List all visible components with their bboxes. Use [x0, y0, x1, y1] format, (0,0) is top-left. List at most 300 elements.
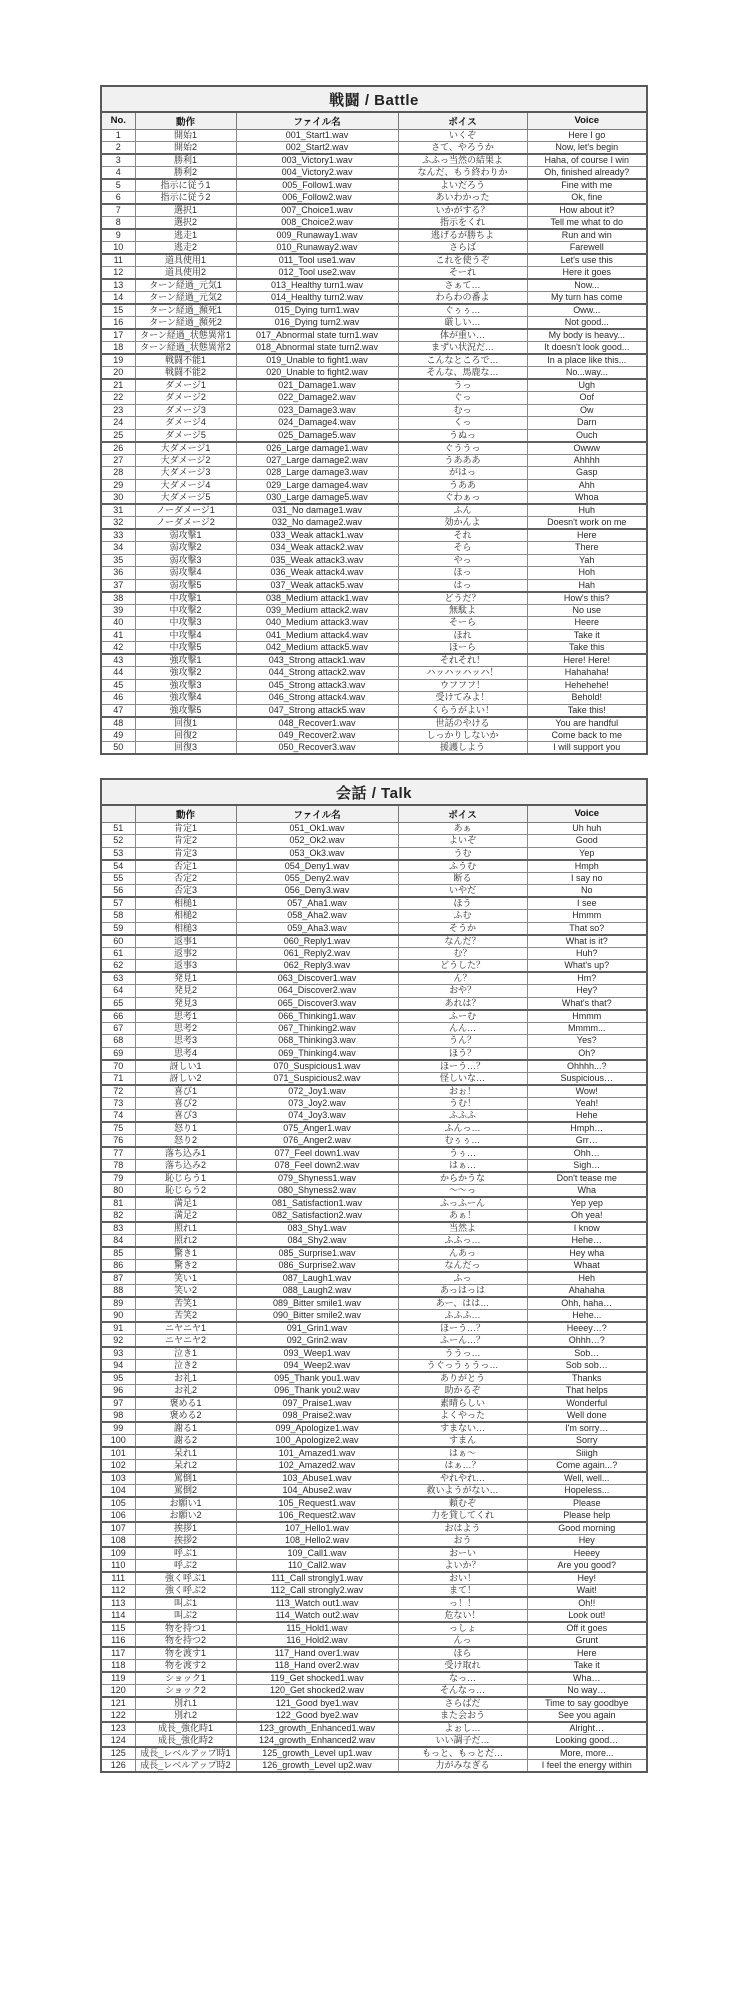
voice-ja-cell: さらば	[398, 242, 527, 255]
filename-cell: 016_Dying turn2.wav	[236, 317, 398, 330]
action-cell: 叫ぶ1	[135, 1597, 236, 1610]
action-cell: 呼ぶ1	[135, 1547, 236, 1560]
row-number-cell: 110	[101, 1560, 135, 1573]
filename-cell: 049_Recover2.wav	[236, 729, 398, 742]
table-row	[101, 835, 647, 848]
talk-table	[100, 778, 648, 1773]
table-row	[101, 1360, 647, 1373]
action-cell: 否定3	[135, 885, 236, 898]
action-cell: 中攻撃1	[135, 592, 236, 605]
table-row	[101, 1297, 647, 1310]
voice-ja-cell: うん？	[398, 1035, 527, 1048]
row-number-cell: 114	[101, 1610, 135, 1623]
table-row	[101, 667, 647, 680]
row-number-cell: 30	[101, 492, 135, 505]
filename-cell: 013_Healthy turn1.wav	[236, 279, 398, 292]
action-cell: 返事2	[135, 947, 236, 960]
action-cell: 物を持つ1	[135, 1622, 236, 1635]
action-cell: 中攻撃3	[135, 617, 236, 630]
filename-cell: 074_Joy3.wav	[236, 1110, 398, 1123]
voice-en-cell: Gasp	[527, 467, 647, 480]
table-row	[101, 554, 647, 567]
action-cell: 開始2	[135, 142, 236, 155]
filename-cell: 054_Deny1.wav	[236, 860, 398, 873]
filename-cell: 093_Weep1.wav	[236, 1347, 398, 1360]
voice-ja-cell: あぁ	[398, 822, 527, 835]
filename-cell: 119_Get shocked1.wav	[236, 1672, 398, 1685]
filename-cell: 062_Reply3.wav	[236, 960, 398, 973]
voice-en-cell: Not good...	[527, 317, 647, 330]
action-cell: ショック1	[135, 1672, 236, 1685]
action-cell: 勝利2	[135, 167, 236, 180]
table-row	[101, 454, 647, 467]
row-number-cell: 103	[101, 1472, 135, 1485]
row-number-cell: 31	[101, 504, 135, 517]
row-number-cell: 6	[101, 192, 135, 205]
row-number-cell: 21	[101, 379, 135, 392]
voice-en-cell: Doesn't work on me	[527, 517, 647, 530]
action-cell: 肯定2	[135, 835, 236, 848]
table-row	[101, 972, 647, 985]
action-cell: ショック2	[135, 1685, 236, 1698]
row-number-cell: 17	[101, 329, 135, 342]
row-number-cell: 121	[101, 1697, 135, 1710]
voice-en-cell: I feel the energy within	[527, 1760, 647, 1773]
column-header-voice-en: Voice	[527, 805, 647, 822]
voice-en-cell: Please help	[527, 1510, 647, 1523]
action-cell: 相槌3	[135, 922, 236, 935]
action-cell: お願い1	[135, 1497, 236, 1510]
filename-cell: 114_Watch out2.wav	[236, 1610, 398, 1623]
action-cell: 訝しい1	[135, 1060, 236, 1073]
action-cell: 物を渡す2	[135, 1660, 236, 1673]
voice-en-cell: What is it?	[527, 935, 647, 948]
voice-en-cell: I'm sorry…	[527, 1422, 647, 1435]
action-cell: 喜び1	[135, 1085, 236, 1098]
voice-ja-cell: うああ	[398, 479, 527, 492]
table-row	[101, 1347, 647, 1360]
table-row	[101, 1260, 647, 1273]
row-number-cell: 117	[101, 1647, 135, 1660]
table-row	[101, 1710, 647, 1723]
filename-cell: 020_Unable to fight2.wav	[236, 367, 398, 380]
filename-cell: 035_Weak attack3.wav	[236, 554, 398, 567]
battle-table-section	[100, 85, 743, 755]
voice-en-cell: Yeah!	[527, 1097, 647, 1110]
voice-ja-cell: はぁ…？	[398, 1460, 527, 1473]
action-cell: お願い2	[135, 1510, 236, 1523]
row-number-cell: 50	[101, 742, 135, 755]
action-cell: 満足2	[135, 1210, 236, 1223]
voice-en-cell: Yep	[527, 847, 647, 860]
row-number-cell: 106	[101, 1510, 135, 1523]
voice-ja-cell: ふむ	[398, 910, 527, 923]
action-cell: 叫ぶ2	[135, 1610, 236, 1623]
table-row	[101, 847, 647, 860]
voice-en-cell: Siiigh	[527, 1447, 647, 1460]
voice-ja-cell: いやだ	[398, 885, 527, 898]
table-row	[101, 1522, 647, 1535]
action-cell: 相槌1	[135, 897, 236, 910]
action-cell: 思考1	[135, 1010, 236, 1023]
battle-table-title: 戦闘 / Battle	[101, 86, 647, 112]
voice-ja-cell: よくやった	[398, 1410, 527, 1423]
voice-ja-cell: 断る	[398, 872, 527, 885]
table-row	[101, 1460, 647, 1473]
row-number-cell: 52	[101, 835, 135, 848]
voice-ja-cell: あー、はは…	[398, 1297, 527, 1310]
voice-en-cell: Hmmm	[527, 1010, 647, 1023]
filename-cell: 104_Abuse2.wav	[236, 1485, 398, 1498]
action-cell: 物を持つ2	[135, 1635, 236, 1648]
table-row	[101, 1235, 647, 1248]
voice-ja-cell: おい！	[398, 1572, 527, 1585]
voice-ja-cell: あれは？	[398, 997, 527, 1010]
table-row	[101, 1060, 647, 1073]
filename-cell: 053_Ok3.wav	[236, 847, 398, 860]
row-number-cell: 102	[101, 1460, 135, 1473]
table-row	[101, 1660, 647, 1673]
table-row	[101, 217, 647, 230]
filename-cell: 056_Deny3.wav	[236, 885, 398, 898]
row-number-cell: 92	[101, 1335, 135, 1348]
action-cell: 弱攻撃2	[135, 542, 236, 555]
table-row	[101, 467, 647, 480]
voice-en-cell: Ohh, haha…	[527, 1297, 647, 1310]
voice-ja-cell: いい調子だ…	[398, 1735, 527, 1748]
filename-cell: 066_Thinking1.wav	[236, 1010, 398, 1023]
row-number-cell: 79	[101, 1172, 135, 1185]
voice-en-cell: Here it goes	[527, 267, 647, 280]
row-number-cell: 85	[101, 1247, 135, 1260]
row-number-cell: 29	[101, 479, 135, 492]
row-number-cell: 11	[101, 254, 135, 267]
voice-ja-cell: ほら	[398, 1647, 527, 1660]
action-cell: 道具使用1	[135, 254, 236, 267]
voice-en-cell: Wha	[527, 1185, 647, 1198]
voice-ja-cell: そうか	[398, 922, 527, 935]
filename-cell: 094_Weep2.wav	[236, 1360, 398, 1373]
voice-en-cell: Time to say goodbye	[527, 1697, 647, 1710]
filename-cell: 004_Victory2.wav	[236, 167, 398, 180]
action-cell: 指示に従う2	[135, 192, 236, 205]
row-number-cell: 25	[101, 429, 135, 442]
action-cell: 照れ1	[135, 1222, 236, 1235]
voice-en-cell: Oof	[527, 392, 647, 405]
voice-ja-cell: さて、やろうか	[398, 142, 527, 155]
row-number-cell: 65	[101, 997, 135, 1010]
row-number-cell: 94	[101, 1360, 135, 1373]
voice-ja-cell: いくぞ	[398, 129, 527, 142]
filename-cell: 106_Request2.wav	[236, 1510, 398, 1523]
table-row	[101, 379, 647, 392]
action-cell: 発見3	[135, 997, 236, 1010]
filename-cell: 025_Damage5.wav	[236, 429, 398, 442]
table-row	[101, 517, 647, 530]
voice-ja-cell: うぬっ	[398, 429, 527, 442]
voice-ja-cell: んん…	[398, 1022, 527, 1035]
row-number-cell: 42	[101, 642, 135, 655]
filename-cell: 110_Call2.wav	[236, 1560, 398, 1573]
voice-en-cell: Here	[527, 529, 647, 542]
action-cell: 逃走2	[135, 242, 236, 255]
voice-en-cell: Ugh	[527, 379, 647, 392]
row-number-cell: 1	[101, 129, 135, 142]
table-row	[101, 1310, 647, 1323]
table-row	[101, 1697, 647, 1710]
row-number-cell: 40	[101, 617, 135, 630]
battle-table	[100, 85, 648, 755]
action-cell: 強攻撃4	[135, 692, 236, 705]
action-cell: 回復3	[135, 742, 236, 755]
row-number-cell: 32	[101, 517, 135, 530]
action-cell: お礼1	[135, 1372, 236, 1385]
table-row	[101, 1447, 647, 1460]
action-cell: 謝る1	[135, 1422, 236, 1435]
voice-en-cell: Farewell	[527, 242, 647, 255]
filename-cell: 021_Damage1.wav	[236, 379, 398, 392]
row-number-cell: 108	[101, 1535, 135, 1548]
table-row	[101, 1097, 647, 1110]
filename-cell: 099_Apologize1.wav	[236, 1422, 398, 1435]
row-number-cell: 74	[101, 1110, 135, 1123]
table-row	[101, 729, 647, 742]
row-number-cell: 99	[101, 1422, 135, 1435]
voice-ja-cell: 当然よ	[398, 1222, 527, 1235]
voice-ja-cell: ～～っ	[398, 1185, 527, 1198]
filename-cell: 018_Abnormal state turn2.wav	[236, 342, 398, 355]
table-row	[101, 304, 647, 317]
action-cell: 罵倒1	[135, 1472, 236, 1485]
action-cell: 開始1	[135, 129, 236, 142]
action-cell: 成長_強化時2	[135, 1735, 236, 1748]
talk-table-header-row	[101, 805, 647, 822]
table-row	[101, 1272, 647, 1285]
voice-ja-cell: 効かんよ	[398, 517, 527, 530]
voice-en-cell: Oh?	[527, 1047, 647, 1060]
table-row	[101, 204, 647, 217]
voice-ja-cell: よぉし…	[398, 1722, 527, 1735]
table-row	[101, 129, 647, 142]
filename-cell: 070_Suspicious1.wav	[236, 1060, 398, 1073]
voice-ja-cell: からかうな	[398, 1172, 527, 1185]
row-number-cell: 28	[101, 467, 135, 480]
filename-cell: 076_Anger2.wav	[236, 1135, 398, 1148]
voice-en-cell: Good	[527, 835, 647, 848]
voice-en-cell: Hehe...	[527, 1310, 647, 1323]
action-cell: 中攻撃5	[135, 642, 236, 655]
voice-en-cell: Grr…	[527, 1135, 647, 1148]
voice-en-cell: Yep yep	[527, 1197, 647, 1210]
table-row	[101, 1385, 647, 1398]
filename-cell: 002_Start2.wav	[236, 142, 398, 155]
filename-cell: 115_Hold1.wav	[236, 1622, 398, 1635]
voice-ja-cell: ほーう…？	[398, 1060, 527, 1073]
row-number-cell: 66	[101, 1010, 135, 1023]
row-number-cell: 76	[101, 1135, 135, 1148]
column-header-filename: ファイル名	[236, 805, 398, 822]
filename-cell: 117_Hand over1.wav	[236, 1647, 398, 1660]
voice-ja-cell: ふふふ…	[398, 1310, 527, 1323]
action-cell: ターン経過_元気1	[135, 279, 236, 292]
action-cell: 相槌2	[135, 910, 236, 923]
row-number-cell: 12	[101, 267, 135, 280]
voice-en-cell: Ahh	[527, 479, 647, 492]
voice-ja-cell: ふふふ	[398, 1110, 527, 1123]
voice-en-cell: Ahhhh	[527, 454, 647, 467]
action-cell: 怒り2	[135, 1135, 236, 1148]
voice-ja-cell: 力がみなぎる	[398, 1760, 527, 1773]
table-row	[101, 1035, 647, 1048]
row-number-cell: 126	[101, 1760, 135, 1773]
voice-en-cell: No use	[527, 604, 647, 617]
table-row	[101, 1547, 647, 1560]
filename-cell: 041_Medium attack4.wav	[236, 629, 398, 642]
row-number-cell: 75	[101, 1122, 135, 1135]
voice-en-cell: Now, let's begin	[527, 142, 647, 155]
filename-cell: 108_Hello2.wav	[236, 1535, 398, 1548]
voice-en-cell: Don't tease me	[527, 1172, 647, 1185]
row-number-cell: 34	[101, 542, 135, 555]
filename-cell: 032_No damage2.wav	[236, 517, 398, 530]
filename-cell: 116_Hold2.wav	[236, 1635, 398, 1648]
filename-cell: 126_growth_Level up2.wav	[236, 1760, 398, 1773]
voice-en-cell: Hehe	[527, 1110, 647, 1123]
voice-en-cell: Looking good…	[527, 1735, 647, 1748]
voice-en-cell: Hmph…	[527, 1122, 647, 1135]
table-row	[101, 985, 647, 998]
voice-en-cell: Take it	[527, 629, 647, 642]
voice-ja-cell: ぐわぁっ	[398, 492, 527, 505]
filename-cell: 125_growth_Level up1.wav	[236, 1747, 398, 1760]
filename-cell: 051_Ok1.wav	[236, 822, 398, 835]
action-cell: 大ダメージ1	[135, 442, 236, 455]
voice-en-cell: I say no	[527, 872, 647, 885]
filename-cell: 102_Amazed2.wav	[236, 1460, 398, 1473]
action-cell: 弱攻撃3	[135, 554, 236, 567]
row-number-cell: 56	[101, 885, 135, 898]
row-number-cell: 33	[101, 529, 135, 542]
table-row	[101, 1635, 647, 1648]
filename-cell: 069_Thinking4.wav	[236, 1047, 398, 1060]
voice-en-cell: Uh huh	[527, 822, 647, 835]
voice-ja-cell: 逃げるが勝ちよ	[398, 229, 527, 242]
table-row	[101, 717, 647, 730]
action-cell: ノーダメージ2	[135, 517, 236, 530]
row-number-cell: 54	[101, 860, 135, 873]
voice-ja-cell: んあっ	[398, 1247, 527, 1260]
action-cell: 別れ2	[135, 1710, 236, 1723]
filename-cell: 046_Strong attack4.wav	[236, 692, 398, 705]
voice-ja-cell: ふふっ当然の結果よ	[398, 154, 527, 167]
voice-en-cell: You are handful	[527, 717, 647, 730]
voice-ja-cell: ふふっ…	[398, 1235, 527, 1248]
row-number-cell: 119	[101, 1672, 135, 1685]
table-row	[101, 242, 647, 255]
filename-cell: 017_Abnormal state turn1.wav	[236, 329, 398, 342]
column-header-filename: ファイル名	[236, 112, 398, 129]
row-number-cell: 18	[101, 342, 135, 355]
row-number-cell: 43	[101, 654, 135, 667]
action-cell: ダメージ2	[135, 392, 236, 405]
filename-cell: 068_Thinking3.wav	[236, 1035, 398, 1048]
voice-ja-cell: ぐぅぅ…	[398, 304, 527, 317]
voice-en-cell: Heh	[527, 1272, 647, 1285]
voice-ja-cell: すまん	[398, 1435, 527, 1448]
row-number-cell: 123	[101, 1722, 135, 1735]
filename-cell: 073_Joy2.wav	[236, 1097, 398, 1110]
table-row	[101, 592, 647, 605]
voice-ja-cell: ほーう…？	[398, 1322, 527, 1335]
voice-ja-cell: 指示をくれ	[398, 217, 527, 230]
row-number-cell: 4	[101, 167, 135, 180]
voice-ja-cell: やっ	[398, 554, 527, 567]
voice-en-cell: In a place like this...	[527, 354, 647, 367]
action-cell: お礼2	[135, 1385, 236, 1398]
row-number-cell: 107	[101, 1522, 135, 1535]
action-cell: 強攻撃1	[135, 654, 236, 667]
voice-en-cell: My body is heavy...	[527, 329, 647, 342]
table-row	[101, 1085, 647, 1098]
table-row	[101, 542, 647, 555]
action-cell: 選択2	[135, 217, 236, 230]
filename-cell: 065_Discover3.wav	[236, 997, 398, 1010]
row-number-cell: 20	[101, 367, 135, 380]
voice-en-cell: Ohhhh...?	[527, 1060, 647, 1073]
voice-en-cell: Alright…	[527, 1722, 647, 1735]
table-row	[101, 1685, 647, 1698]
table-row	[101, 1285, 647, 1298]
table-row	[101, 229, 647, 242]
row-number-cell: 118	[101, 1660, 135, 1673]
filename-cell: 096_Thank you2.wav	[236, 1385, 398, 1398]
voice-en-cell: What's that?	[527, 997, 647, 1010]
table-row	[101, 1335, 647, 1348]
table-row	[101, 679, 647, 692]
row-number-cell: 105	[101, 1497, 135, 1510]
voice-ja-cell: ふっふーん	[398, 1197, 527, 1210]
action-cell: 逃走1	[135, 229, 236, 242]
row-number-cell: 98	[101, 1410, 135, 1423]
row-number-cell: 115	[101, 1622, 135, 1635]
filename-cell: 098_Praise2.wav	[236, 1410, 398, 1423]
action-cell: 大ダメージ2	[135, 454, 236, 467]
voice-en-cell: Whoa	[527, 492, 647, 505]
row-number-cell: 51	[101, 822, 135, 835]
talk-table-title: 会話 / Talk	[101, 779, 647, 805]
voice-ja-cell: 怪しいな…	[398, 1072, 527, 1085]
voice-en-cell: Sigh…	[527, 1160, 647, 1173]
row-number-cell: 44	[101, 667, 135, 680]
voice-en-cell: Grunt	[527, 1635, 647, 1648]
table-row	[101, 1135, 647, 1148]
table-row	[101, 154, 647, 167]
action-cell: 挨拶2	[135, 1535, 236, 1548]
filename-cell: 043_Strong attack1.wav	[236, 654, 398, 667]
filename-cell: 083_Shy1.wav	[236, 1222, 398, 1235]
table-row	[101, 167, 647, 180]
filename-cell: 085_Surprise1.wav	[236, 1247, 398, 1260]
row-number-cell: 95	[101, 1372, 135, 1385]
table-row	[101, 417, 647, 430]
filename-cell: 111_Call strongly1.wav	[236, 1572, 398, 1585]
row-number-cell: 96	[101, 1385, 135, 1398]
voice-ja-cell: 頼むぞ	[398, 1497, 527, 1510]
row-number-cell: 112	[101, 1585, 135, 1598]
voice-en-cell: Take it	[527, 1660, 647, 1673]
voice-en-cell: Run and win	[527, 229, 647, 242]
voice-en-cell: No way…	[527, 1685, 647, 1698]
